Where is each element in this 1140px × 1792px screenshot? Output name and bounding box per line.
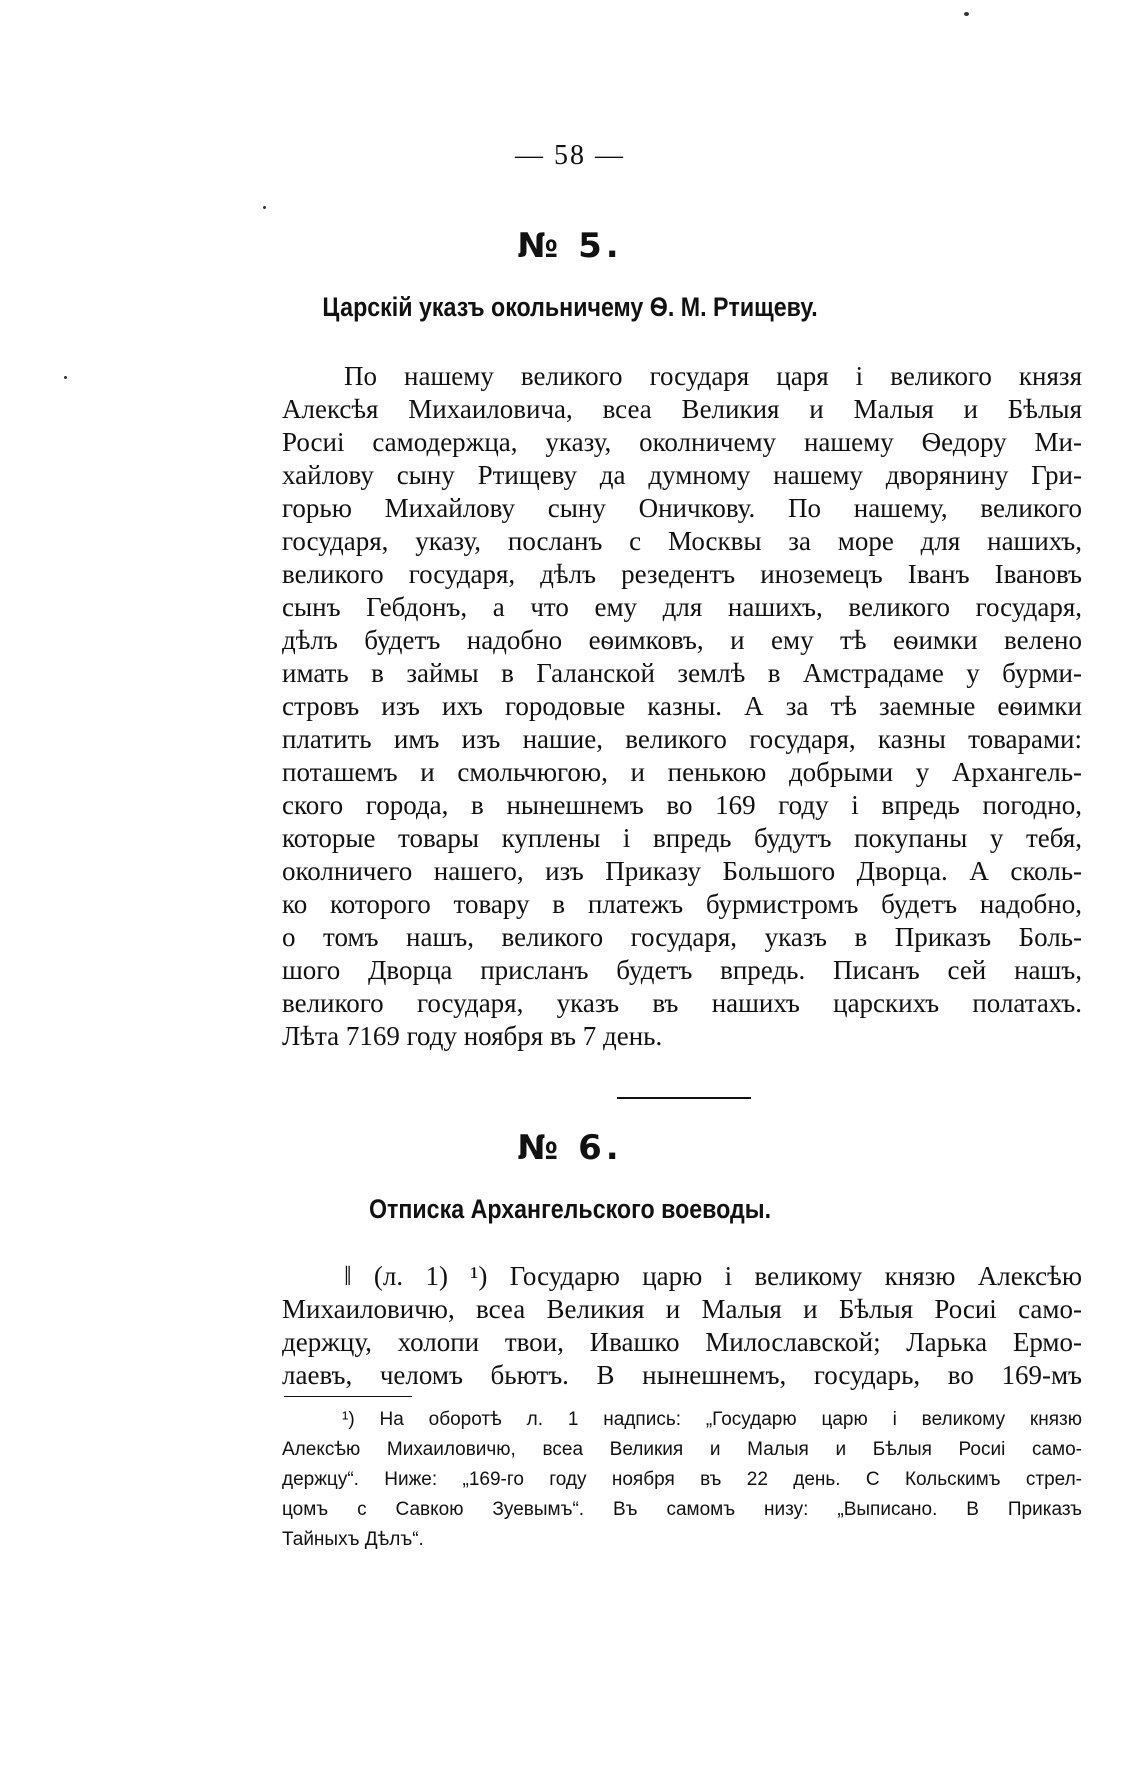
- doc5-line: ского города, в нынешнемъ во 169 году i впредь погодно,: [282, 790, 1082, 820]
- footnote-rule: [284, 1396, 412, 1397]
- doc5-line: Росиi самодержца, указу, околничему нашему Ѳедору Ми-: [282, 427, 1082, 457]
- doc5-line: имать в займы в Галанской землѣ в Амстрадаме у бурми-: [282, 658, 1082, 688]
- page-number: — 58 —: [515, 140, 625, 171]
- doc5-line: околничего нашего, изъ Приказу Большого Дворца. А сколь-: [282, 856, 1082, 886]
- doc5-line: о томъ нашъ, великого государя, указъ в Приказъ Боль-: [282, 922, 1082, 952]
- doc5-body: [282, 360, 1082, 1053]
- doc6-number: № 6.: [517, 1128, 623, 1168]
- scan-speck: [964, 12, 969, 16]
- doc5-line: дѣлъ будетъ надобно еѳимковъ, и ему тѣ еѳимки велено: [282, 625, 1082, 655]
- doc5-line: горью Михайлову сыну Оничкову. По нашему, великого: [282, 493, 1082, 523]
- doc5-line: великого государя, дѣлъ резедентъ иноземецъ Iванъ Iвановъ: [282, 559, 1082, 589]
- doc5-title: Царскiй указъ окольничему Ѳ. М. Ртищеву.: [322, 292, 818, 322]
- doc5-line: государя, указу, посланъ с Москвы за море для нашихъ,: [282, 526, 1082, 556]
- doc5-line: поташемъ и смольчюгою, и пенькою добрыми у Архангель-: [282, 757, 1082, 787]
- footnote-line: цомъ с Савкою Зуевымъ“. Въ самомъ низу: „Выписано. В Приказъ: [282, 1499, 1082, 1520]
- doc5-line: хайлову сыну Ртищеву да думному нашему дворянину Гри-: [282, 460, 1082, 490]
- doc5-line: которые товары куплены i впредь будутъ покупаны у тебя,: [282, 823, 1082, 853]
- footnote-line: держцу“. Ниже: „169-го году ноября въ 22 день. С Кольскимъ стрел-: [282, 1469, 1082, 1490]
- scan-speck: [64, 376, 67, 379]
- doc5-line: сынъ Гебдонъ, а что ему для нашихъ, великого государя,: [282, 592, 1082, 622]
- doc6-line: держцу, холопи твои, Ивашко Милославской; Ларька Ермо-: [282, 1327, 1082, 1357]
- doc5-line: великого государя, указъ въ нашихъ царскихъ полатахъ.: [282, 988, 1082, 1018]
- scan-speck: [263, 206, 266, 209]
- doc5-line: платить имъ изъ нашие, великого государя, казны товарами:: [282, 724, 1082, 754]
- doc5-number: № 5.: [517, 226, 623, 266]
- doc5-line: стровъ изъ ихъ городовые казны. А за тѣ заемные еѳимки: [282, 691, 1082, 721]
- doc6-title: Отписка Архангельского воеводы.: [368, 1194, 772, 1224]
- doc5-line: Алексѣя Михаиловича, всеа Великия и Малыя и Бѣлыя: [282, 394, 1082, 424]
- doc6-line: ‖ (л. 1) ¹) Государю царю i великому князю Алексѣю: [344, 1261, 1082, 1291]
- doc5-line: По нашему великого государя царя i великого князя: [344, 361, 1082, 391]
- footnote-line: Тайныхъ Дѣлъ“.: [282, 1529, 424, 1550]
- doc5-line: шого Дворца присланъ будетъ впредь. Писанъ сей нашъ,: [282, 955, 1082, 985]
- section-divider: [617, 1097, 751, 1099]
- footnote-line: Алексѣю Михаиловичю, всеа Великия и Малыя и Бѣлыя Росиi само-: [282, 1439, 1082, 1460]
- doc6-line: лаевъ, челомъ бьютъ. В нынешнемъ, государь, во 169-мъ: [282, 1360, 1082, 1390]
- doc5-line: ко которого товару в платежъ бурмистромъ будетъ надобно,: [282, 889, 1082, 919]
- doc6-body: [282, 1260, 1082, 1392]
- footnote: [282, 1405, 1082, 1555]
- doc6-line: Михаиловичю, всеа Великия и Малыя и Бѣлыя Росиi само-: [282, 1294, 1082, 1324]
- doc5-line: Лѣта 7169 году ноября въ 7 день.: [282, 1021, 663, 1051]
- footnote-line: ¹) На оборотѣ л. 1 надпись: „Государю царю i великому князю: [342, 1409, 1082, 1430]
